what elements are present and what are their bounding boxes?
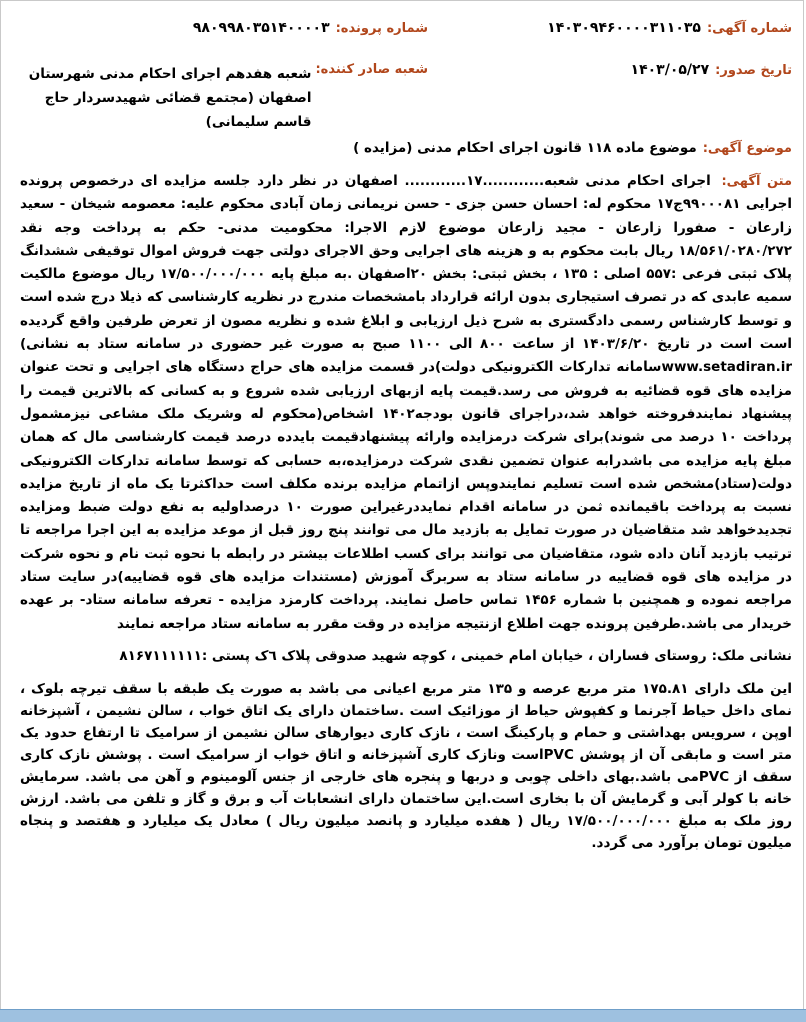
issuer-field [20,62,428,134]
ad-number-label: شماره آگهی: [706,21,792,36]
subject-field [20,140,792,156]
ad-number: ۱۴۰۳۰۹۴۶۰۰۰۰۳۱۱۰۳۵ [547,20,701,36]
body-text: اجرای احکام مدنی شعبه............۱۷............ اصفهان در نظر دارد جلسه مزایده ای درخصوص پرونده اجرایی ۹۹۰۰۰۸۱ج۱۷ محکوم له: احسان حسن جزی - حسن نریمانی زمان آبادی محکوم علیه: معصومه شیخان - سعید زارعان - صفورا زارعان - مجید زارعان موضوع لازم الاجرا: محکومیت مدنی- حکم به پرداخت وجه نقد ۱۸/۵۶۱/۰۲۸۰/۲۷۲ ریال بابت محکوم به و هزینه های اجرایی وحق الاجرای دولتی جهت فروش اموال توقیفی ششدانگ پلاک ثبتی فرعی :۵۵۷ اصلی : ۱۳۵ ، بخش ثبتی: بخش ۲۰اصفهان .به مبلغ پایه ۱۷/۵۰۰/۰۰۰/۰۰۰ ریال موضوع مالکیت سمیه عابدی که در تصرف استیجاری بدون ارائه قرارداد بامشخصات مندرج در نظریه کارشناسی که ذیلا درج شده است و توسط کارشناس رسمی دادگستری به شرح ذیل ارزیابی و ابلاغ شده و نظریه مصون از تعرض طرفین واقع گردیده است است در تاریخ ۱۴۰۳/۶/۲۰ از ساعت ۸۰۰ الی ۱۱۰۰ صبح به صورت غیر حضوری در سامانه ستاد به نشانی) www.setadiran.irسامانه تدارکات الکترونیکی دولت)در قسمت مزایده های حراج دستگاه های اجرایی و تحت عنوان مزایده های قوه قضائیه به فروش می رسد.قیمت پایه ازبهای ارزیابی شده شروع و به کسانی که بالاترین قیمت را پیشنهاد نمایندفروخته خواهد شد،دراجرای قانون بودجه۱۴۰۲ اشخاص(محکوم له وشریک ملک مشاعی نیزمشمول پرداخت ۱۰ درصد می شوند)برای شرکت درمزایده وارائه پیشنهادقیمت بایدده درصد قیمت کارشناسی مال که همان مبلغ پایه مزایده می باشدرابه عنوان تضمین نقدی شرکت درمزایده،به حسابی که توسط سامانه تدارکات الکترونیکی دولت(ستاد)مشخص شده است تسلیم نمایندوپس ازاتمام مزایده برنده مکلف است حداکثرتا یک ماه از تاریخ مزایده نسبت به پرداخت باقیمانده ثمن در سامانه اقدام نمایددرغیراین صورت ۱۰ درصداولیه به نفع دولت ضبط ومزایده تجدیدخواهد شد متقاضیان در صورت تمایل به بازدید مال می توانند پنج روز قبل از موعد مزایده به این اجرا مراجعه تا ترتیب بازدید آنان داده شود، متقاضیان می توانند برای کسب اطلاعات بیشتر در رابطه با نحوه ثبت نام و نحوه شرکت در مزایده های قوه قضاییه در سامانه ستاد به سربرگ آموزش (مستندات مزایده های قوه قضاییه)در سایت ستاد مراجعه نموده و همچنین با شماره ۱۴۵۶ تماس حاصل نمایند. پرداخت کارمزد مزایده - تعرفه سامانه ستاد- بر عهده خریدار می باشد.طرفین پرونده جهت اطلاع ازنتیجه مزایده در وقت مقرر به سامانه ستاد مراجعه نمایند [20,173,793,632]
body-label: متن آگهی: [721,174,793,189]
bottom-scrollbar[interactable] [0,1009,806,1022]
issuer-value: شعبه هفدهم اجرای احکام مدنی شهرستان اصفهان (مجتمع قضائی شهیدسردار حاج قاسم سلیمانی) [28,66,312,130]
issue-date-field [631,62,792,78]
subject-label: موضوع آگهی: [702,141,792,156]
header-row-2 [20,62,792,130]
ad-number-field [547,20,792,36]
subject-value: موضوع ماده ۱۱۸ قانون اجرای احکام مدنی (مزایده ) [353,140,697,156]
address-label: نشانی ملک: [711,647,792,664]
address-value: روستای فساران ، خیابان امام خمینی ، کوچه شهید صدوقی پلاک ٦ک پستی :۸۱۶۷۱۱۱۱۱۱ [119,647,707,664]
issue-date: ۱۴۰۳/۰۵/۲۷ [630,62,710,78]
header-row-1 [20,20,792,54]
address-field [20,648,792,664]
case-number-label: شماره پرونده: [335,21,428,36]
auction-notice [20,20,792,854]
notice-body [20,170,792,636]
issue-date-label: تاریخ صدور: [715,63,792,78]
case-number: ۹۸۰۹۹۸۰۳۵۱۴۰۰۰۰۳ [192,20,330,36]
issuer-label: شعبه صادر کننده: [315,62,428,77]
property-description: این ملک دارای ۱۷۵.۸۱ متر مربع عرصه و ۱۳۵ متر مربع اعیانی می باشد به صورت یک طبقه با سقف تیرچه بلوک ، نمای داخل حیاط آجرنما و کفپوش حیاط از موزائیک است .ساختمان دارای یک اتاق خواب ، سالن نشیمن ، آشپزخانه اوپن ، سرویس بهداشتی و حمام و پارکینگ است ، نازک کاری دیوارهای سالن نشیمن از سرامیک تا ارتفاع حدود یک متر است و مابقی آن از پوشش PVCاست ونازک کاری آشپزخانه و اتاق خواب از سرامیک است . پوشش نازک کاری سقف از PVCمی باشد.بهای داخلی چوبی و دربها و پنجره های خارجی از جنس آلومینوم و آهن می باشد. سرمایش خانه با کولر آبی و گرمایش آن با بخاری است.این ساختمان دارای انشعابات آب و برق و گاز و تلفن می باشد. ارزش روز ملک به مبلغ ۱۷/۵۰۰/۰۰۰/۰۰۰ ریال ( هفده میلیارد و پانصد میلیون ریال ) معادل یک میلیارد و هفتصد و پنجاه میلیون تومان برآورد می گردد. [20,680,793,851]
case-number-field [20,20,428,36]
